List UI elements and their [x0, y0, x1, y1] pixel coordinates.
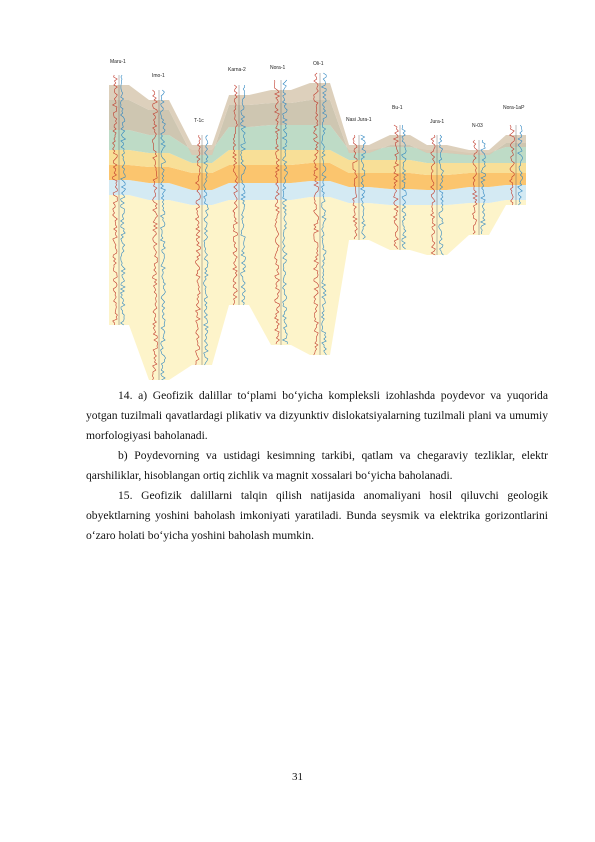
well-label-n-03: N-03: [472, 123, 483, 129]
paragraph-15: 15. Geofizik dalillarni talqin qilish natijasida anomaliyani hosil qiluvchi geologik obyektlarning yoshini baholash imkoniyati yaratiladi. Bunda seysmik va elektrika gorizontlarini o‘zaro holati bo‘yicha yoshini baholash mumkin.: [86, 489, 548, 542]
well-correlation-svg: [84, 55, 554, 380]
well-label-t-1c: T-1c: [194, 118, 204, 124]
well-label-nora-1ap: Nora-1aP: [503, 105, 525, 111]
body-text: [86, 386, 548, 546]
well-correlation-figure: [84, 55, 554, 380]
well-label-jura-1: Jura-1: [430, 119, 445, 125]
well-label-maru-1: Maru-1: [110, 59, 126, 65]
page-number: 31: [292, 771, 303, 783]
well-label-nasi-jura-1: Nasi Jura-1: [346, 117, 372, 123]
well-label-oli-1: Oli-1: [313, 61, 324, 67]
well-label-imo-1: Imo-1: [152, 73, 165, 79]
paragraph-14a: 14. a) Geofizik dalillar to‘plami bo‘yicha kompleksli izohlashda poydevor va yuqorida yotgan tuzilmali qavatlardagi plikativ va dizyunktiv dislokatsiyalarning tuzilmali plani va umumiy morfologiyasi baholanadi.: [86, 389, 548, 442]
well-label-bu-1: Bu-1: [392, 105, 403, 111]
well-label-nora-1: Nora-1: [270, 65, 286, 71]
paragraph-14b: b) Poydevorning va ustidagi kesimning tarkibi, qatlam va chegaraviy tezliklar, elektr qarshiliklar, hisoblangan ortiq zichlik va magnit xossalari bo‘yicha baholanadi.: [86, 449, 548, 482]
well-label-karna-2: Karna-2: [228, 67, 246, 73]
